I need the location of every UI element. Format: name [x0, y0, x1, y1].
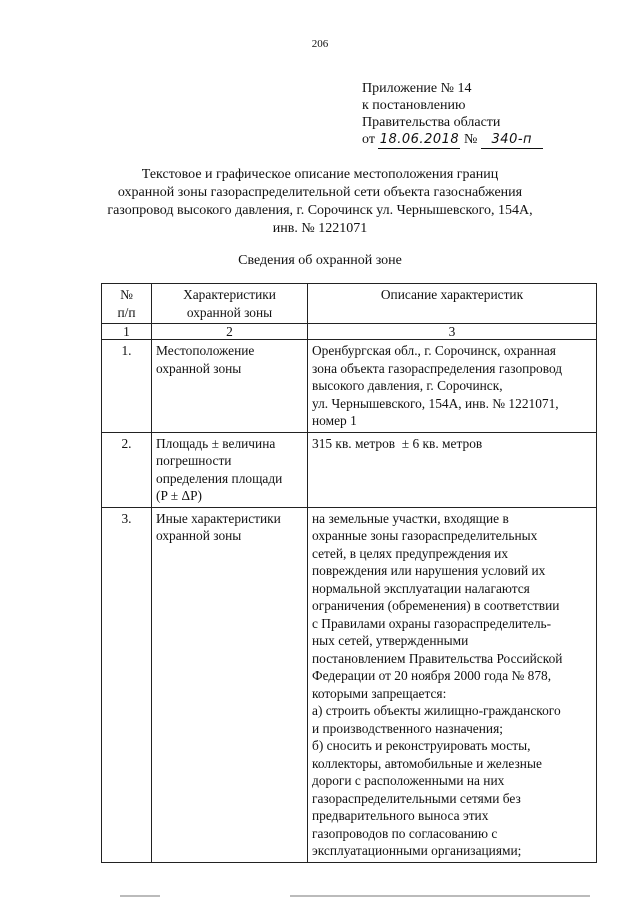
header-num	[102, 284, 152, 324]
cell-line: предварительного выноса этих	[312, 808, 489, 823]
table-row	[102, 507, 597, 862]
row-characteristic	[152, 507, 308, 862]
header-text: охранной зоны	[186, 304, 273, 320]
cell-line: погрешности	[156, 453, 232, 468]
cell-line: Иные характеристики	[156, 510, 281, 526]
row-characteristic	[152, 432, 308, 507]
table-row	[102, 340, 597, 433]
cell-line: Федерации от 20 ноября 2000 года № 878,	[312, 668, 552, 683]
handwritten-number: 340-п	[481, 131, 543, 149]
page-number: 206	[311, 38, 329, 50]
section-subtitle: Сведения об охранной зоне	[238, 253, 402, 268]
cell-line: а) строить объекты жилищно-гражданского	[312, 703, 561, 718]
table-header-row	[102, 284, 597, 324]
title-line: газопровод высокого давления, г. Сорочинск ул. Чернышевского, 154А,	[107, 203, 533, 218]
number-label: №	[463, 132, 478, 147]
table-row	[102, 432, 597, 507]
cell-line: нормальной эксплуатации налагаются	[312, 580, 530, 596]
cell-line: которыми запрещается:	[312, 685, 447, 701]
row-description	[308, 340, 597, 433]
cell-line: газопроводов по согласованию с	[312, 825, 498, 841]
title-line: охранной зоны газораспределительной сети объекта газоснабжения	[117, 185, 523, 200]
cell-line: Площадь ± величина	[156, 435, 276, 451]
appendix-date-line	[362, 131, 543, 149]
cell-line: ул. Чернышевского, 154А, инв. № 1221071,	[312, 395, 559, 411]
scan-artifact	[120, 895, 160, 897]
cell-line: и производственного назначения;	[312, 720, 503, 736]
scan-artifact	[290, 895, 590, 897]
cell-line: повреждения или нарушения условий их	[312, 563, 546, 578]
header-text: п/п	[117, 304, 136, 320]
row-number: 3.	[102, 507, 152, 862]
row-characteristic	[152, 340, 308, 433]
index-cell: 3	[308, 324, 597, 340]
cell-line: (P ± ΔP)	[156, 488, 202, 503]
cell-line: ограничения (обременения) в соответствии	[312, 598, 560, 613]
header-text: №	[120, 287, 133, 302]
cell-line: номер 1	[312, 413, 357, 428]
cell-line: определения площади	[156, 470, 283, 486]
title-line: инв. № 1221071	[272, 221, 368, 236]
handwritten-date: 18.06.2018	[379, 132, 460, 147]
cell-line: эксплуатационными организациями;	[312, 843, 522, 858]
cell-line: охранной зоны	[156, 528, 242, 543]
document-title	[0, 166, 640, 238]
row-description	[308, 507, 597, 862]
index-cell: 1	[102, 324, 152, 340]
cell-line: 315 кв. метров ± 6 кв. метров	[312, 435, 483, 451]
appendix-block	[362, 80, 543, 149]
cell-line: Местоположение	[156, 343, 255, 358]
cell-line: на земельные участки, входящие в	[312, 510, 509, 526]
header-description: Описание характеристик	[308, 284, 597, 324]
header-text: Характеристики	[183, 287, 276, 302]
cell-line: с Правилами охраны газораспределитель-	[312, 615, 552, 631]
cell-line: дороги с расположенными на них	[312, 773, 505, 788]
appendix-line-2: к постановлению	[362, 98, 466, 113]
appendix-line-3: Правительства области	[362, 115, 501, 130]
cell-line: коллекторы, автомобильные и железные	[312, 755, 542, 771]
index-cell: 2	[152, 324, 308, 340]
cell-line: б) сносить и реконструировать мосты,	[312, 738, 531, 753]
appendix-line-1: Приложение № 14	[362, 81, 472, 96]
cell-line: Оренбургская обл., г. Сорочинск, охранная	[312, 343, 556, 358]
title-line: Текстовое и графическое описание местоположения границ	[141, 167, 499, 182]
row-number: 2.	[102, 432, 152, 507]
cell-line: зона объекта газораспределения газопровод	[312, 360, 563, 376]
cell-line: сетей, в целях предупреждения их	[312, 545, 509, 561]
cell-line: постановлением Правительства Российской	[312, 650, 563, 666]
row-description	[308, 432, 597, 507]
row-number: 1.	[102, 340, 152, 433]
cell-line: охранные зоны газораспределительных	[312, 528, 538, 543]
table-index-row	[102, 324, 597, 340]
cell-line: охранной зоны	[156, 360, 242, 376]
zone-info-table	[101, 283, 597, 863]
cell-line: газораспределительными сетями без	[312, 790, 521, 806]
cell-line: ных сетей, утвержденными	[312, 633, 469, 648]
header-characteristics	[152, 284, 308, 324]
from-label: от	[362, 132, 375, 147]
cell-line: высокого давления, г. Сорочинск,	[312, 378, 503, 393]
